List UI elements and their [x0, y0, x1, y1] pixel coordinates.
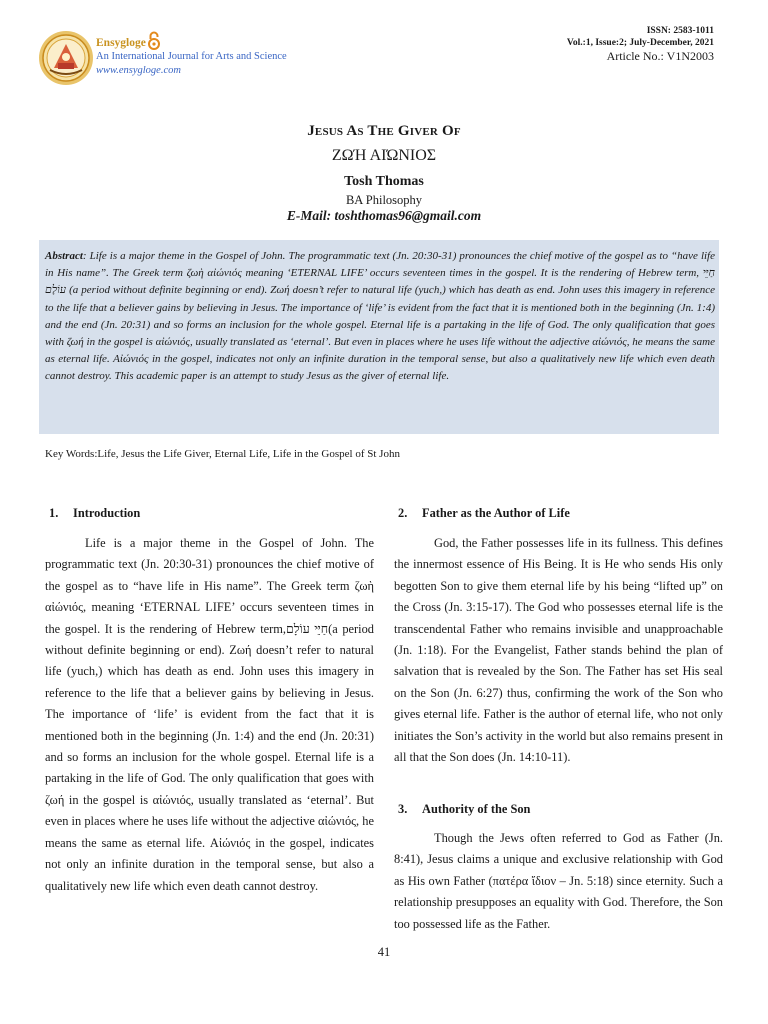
section-title: Father as the Author of Life	[422, 506, 570, 520]
section-heading-authority	[398, 802, 530, 817]
author-degree: BA Philosophy	[345, 193, 423, 207]
open-access-lock-icon	[147, 31, 161, 50]
issn: ISSN: 2583-1011	[646, 26, 714, 36]
volume-issue: Vol.:1, Issue:2; July-December, 2021	[566, 38, 714, 48]
brand-subtitle: An International Journal for Arts and Science	[96, 51, 287, 62]
author-email[interactable]: E-Mail: toshthomas96@gmail.com	[286, 208, 482, 223]
article-number: Article No.: V1N2003	[606, 49, 714, 63]
page-number: 41	[377, 945, 391, 959]
section-number: 3.	[398, 802, 408, 816]
section-heading-father	[398, 506, 570, 521]
section-body-authority	[394, 828, 723, 935]
section-title: Authority of the Son	[422, 802, 531, 816]
journal-seal-icon	[38, 30, 94, 86]
section-title: Introduction	[73, 506, 141, 520]
section-number: 1.	[49, 506, 59, 520]
brand-url[interactable]: www.ensygloge.com	[96, 65, 181, 76]
section-number: 2.	[398, 506, 408, 520]
keywords: Key Words:Life, Jesus the Life Giver, Eternal Life, Life in the Gospel of St John	[45, 448, 400, 460]
abstract-text: : Life is a major theme in the Gospel of John. The programmatic text (Jn. 20:30-31) pronounces the chief motive of the gospel as to “have life in His name”. The Greek term ζωὴ αἰώνιός meaning ‘ETERNAL LIFE’ occurs seventeen times in the gospel. It is the rendering of Hebrew term, חַיֵּי עוֹלָם (a period without definite beginning or end). Ζωή doesn’t refer to natural life (yuch,) which has death as end. John uses this imagery in reference to the life that a believer gains by believing in Jesus. The importance of ‘life’ is evident from the fact that it is mentioned both in the beginning (Jn. 1:4) and the end (Jn. 20:31) and so forms an inclusion for the whole gospel. Eternal life is a partaking in the life of God. The only qualification that goes with ζωή in the gospel is αἰώνιός, usually translated as ‘eternal’. But even in places where he uses life without the adjective αἰώνιός, he means the same as eternal life. Αἰώνιός in the gospel, indicates not only an infinite duration in the temporal sense, but also a qualitatively new life which even death cannot destroy. This academic paper is an attempt to study Jesus as the giver of eternal life.	[45, 250, 715, 383]
abstract	[45, 248, 715, 386]
paragraph: Life is a major theme in the Gospel of John. The programmatic text (Jn. 20:30-31) pronounces the chief motive of the gospel as to “have life in His name”. The Greek term ζωὴ αἰώνιός, meaning ‘ETERNAL LIFE’ occurs seventeen times in the gospel. It is the rendering of Hebrew term,חַיֵּי עוֹלָם(a period without definite beginning or end). Ζωή doesn’t refer to natural life (yuch,) which has death as end. John uses this imagery in reference to the life that a believer gains by believing in Jesus. The importance of ‘life’ is evident from the fact that it is mentioned both in the beginning (Jn. 1:4) and the end (Jn. 20:31) and so forms an inclusion for the whole gospel. Eternal life is a partaking in the life of God. The only qualification that goes with ζωή in the gospel is αἰώνιός, usually translated as ‘eternal’. But even in places where he uses life without the adjective αἰώνιός, he means the same as eternal life. Αἰώνιός in the gospel, indicates not only an infinite duration in the temporal sense, but also a qualitatively new life which even death cannot destroy.	[45, 536, 374, 893]
abstract-label: Abstract	[45, 250, 83, 262]
paper-title-greek: ΖΩΉ ΑΙΏΝΙΟΣ	[331, 147, 437, 164]
section-heading-introduction	[49, 506, 140, 521]
paper-title: Jesus As The Giver Of	[307, 123, 461, 139]
section-body-father	[394, 533, 723, 768]
paragraph: Though the Jews often referred to God as Father (Jn. 8:41), Jesus claims a unique and exclusive relationship with God as His own Father (πατέρα ἴδιον – Jn. 5:18) since eternity. Such a relationship presupposes an equality with God. Therefore, the Son too possessed life as the Father.	[394, 831, 723, 931]
author-name: Tosh Thomas	[344, 174, 424, 189]
brand-name: Ensygloge	[96, 37, 146, 49]
section-body-introduction	[45, 533, 374, 897]
paragraph: God, the Father possesses life in its fullness. This defines the innermost essence of His Being. It is He who sends His only begotten Son to give them eternal life by his being “lifted up” on the Cross (Jn. 3:15-17). The God who possesses eternal life is the transcendental Father who remains invisible and unapproachable (Jn. 1:18). For the Evangelist, Father stands behind the plan of salvation that is revealed by the Son. The Father has set His seal on the Son (Jn. 6:27) thus, confirming the work of the Son who gives eternal life. Father is the author of eternal life, who not only initiates the Son’s activity in the world but also remains present in all that the Son does (Jn. 14:10-11).	[394, 536, 723, 765]
